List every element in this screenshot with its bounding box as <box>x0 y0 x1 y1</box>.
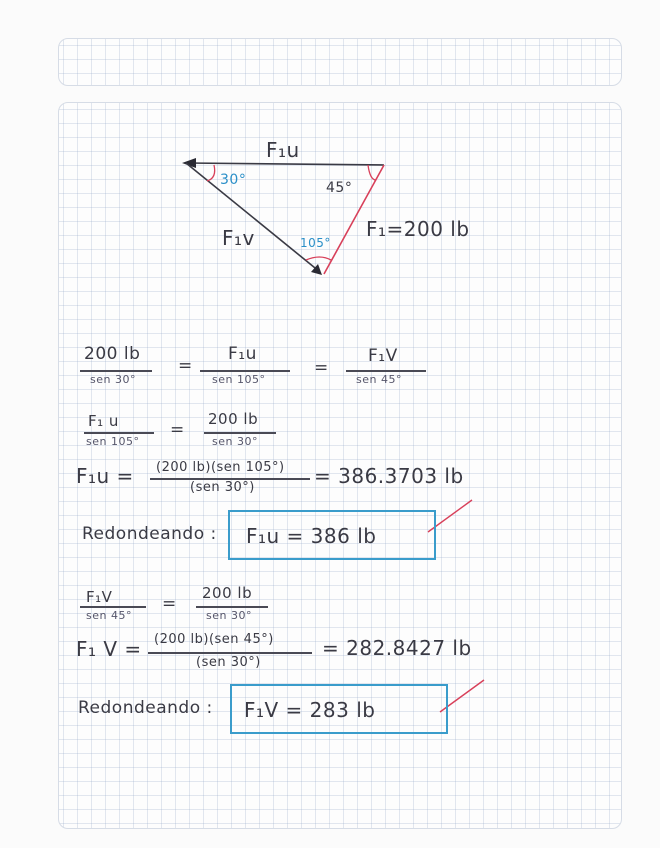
v-frac-a-line <box>80 606 146 608</box>
u-frac-a-line <box>84 432 154 434</box>
angle-arc-30 <box>207 165 215 181</box>
los-frac1-line <box>80 370 152 372</box>
u-expr-num: (200 lb)(sen 105°) <box>156 460 285 475</box>
u-frac-a-num: F₁ u <box>88 412 119 430</box>
arrowhead-left <box>182 158 196 168</box>
v-result: = 282.8427 lb <box>322 636 472 660</box>
v-frac-b-num: 200 lb <box>202 584 253 602</box>
u-frac-b-num: 200 lb <box>208 410 259 428</box>
u-rounding-label: Redondeando : <box>82 524 217 544</box>
u-eq: = <box>170 420 185 440</box>
u-expr-den: (sen 30°) <box>190 480 255 495</box>
u-answer-box <box>228 510 436 560</box>
label-f1v-side: F₁v <box>222 226 255 250</box>
angle-label-30: 30° <box>220 172 247 188</box>
los-frac3-den: sen 45° <box>356 373 402 386</box>
los-frac2-den: sen 105° <box>212 373 266 386</box>
angle-arc-45 <box>368 165 376 180</box>
u-lhs: F₁u = <box>76 464 134 488</box>
v-lhs: F₁ V = <box>76 637 142 661</box>
triangle-side-f1v <box>186 163 320 272</box>
label-f1-side: F₁=200 lb <box>366 217 470 241</box>
los-frac3-line <box>346 370 426 372</box>
u-frac-a-den: sen 105° <box>86 435 140 448</box>
u-frac-b-den: sen 30° <box>212 435 258 448</box>
los-frac1-num: 200 lb <box>84 344 141 364</box>
v-eq: = <box>162 594 177 614</box>
los-frac1-den: sen 30° <box>90 373 136 386</box>
los-eq1: = <box>178 356 193 376</box>
u-result: = 386.3703 lb <box>314 464 464 488</box>
triangle-side-f1u <box>186 163 384 165</box>
v-expr-line <box>148 652 312 654</box>
u-answer-text: F₁u = 386 lb <box>246 524 377 548</box>
v-expr-den: (sen 30°) <box>196 655 261 670</box>
v-answer-text: F₁V = 283 lb <box>244 698 376 722</box>
los-frac3-num: F₁V <box>368 346 398 366</box>
angle-label-105: 105° <box>300 236 331 250</box>
u-frac-b-line <box>204 432 276 434</box>
v-frac-b-den: sen 30° <box>206 609 252 622</box>
v-expr-num: (200 lb)(sen 45°) <box>154 632 274 647</box>
v-frac-a-den: sen 45° <box>86 609 132 622</box>
v-answer-box <box>230 684 448 734</box>
angle-arc-105 <box>306 257 331 260</box>
los-frac2-num: F₁u <box>228 344 257 364</box>
los-frac2-line <box>200 370 290 372</box>
los-eq2: = <box>314 358 329 378</box>
v-frac-b-line <box>196 606 268 608</box>
label-f1u-top: F₁u <box>266 138 300 162</box>
v-rounding-label: Redondeando : <box>78 698 213 718</box>
v-frac-a-num: F₁V <box>86 588 113 606</box>
angle-label-45: 45° <box>326 180 353 196</box>
